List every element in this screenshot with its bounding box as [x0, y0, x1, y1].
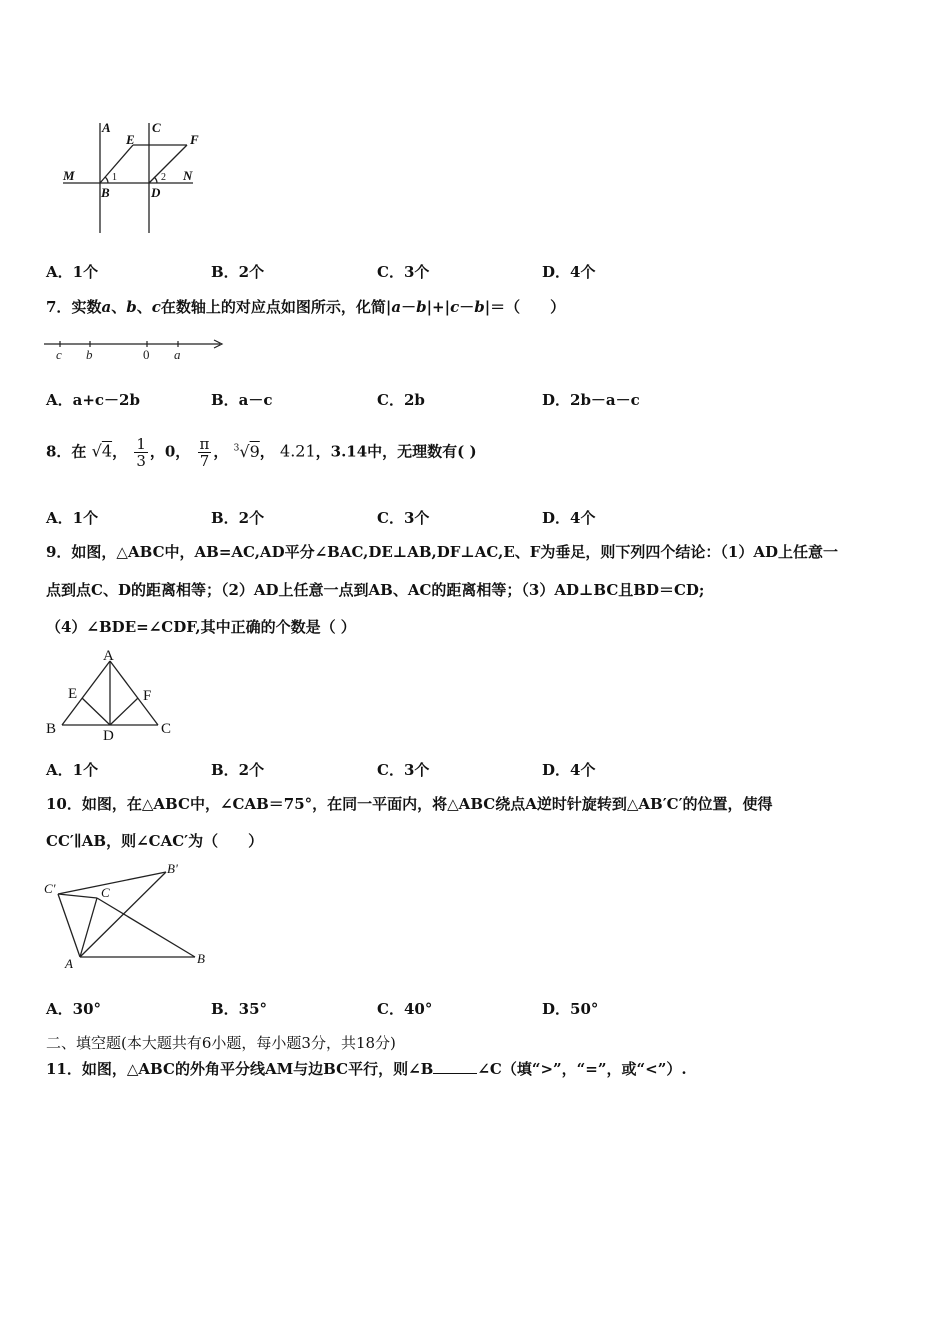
q9-option-d[interactable]: D．4个 — [542, 761, 596, 779]
q7-stem: 7．实数a、b、c在数轴上的对应点如图所示，化简|a－b|+|c－b|＝（ ） — [46, 298, 566, 316]
fraction-one-third: $\frac{1}{3}$ — [136, 435, 146, 470]
q10-option-d[interactable]: D．50° — [542, 1000, 599, 1018]
q6-label-F: F — [190, 132, 199, 147]
q7-point-c: c — [56, 347, 62, 362]
q8-option-d[interactable]: D．4个 — [542, 509, 596, 527]
q7-point-zero: 0 — [143, 347, 150, 362]
q7-option-a[interactable]: A．a+c－2b — [46, 391, 140, 409]
q10-option-b[interactable]: B．35° — [211, 1000, 268, 1018]
q6-label-N: N — [183, 168, 193, 183]
section-fill-in-title: 二、填空题(本大题共有6小题，每小题3分，共18分) — [46, 1034, 396, 1052]
q10-label-B-prime: B' — [167, 861, 178, 876]
q10-option-a[interactable]: A．30° — [46, 1000, 102, 1018]
q10-stem-line2: CC′∥AB，则∠CAC′为（ ） — [46, 832, 264, 850]
q11-answer-blank[interactable] — [433, 1059, 477, 1074]
cbrt-9: $^3$√9 — [233, 441, 260, 461]
q6-angle-2: 2 — [161, 172, 166, 183]
q10-label-C: C — [101, 885, 110, 900]
q10-label-B: B — [197, 951, 205, 966]
q6-label-C: C — [152, 120, 161, 135]
sqrt-4: √4 — [91, 441, 113, 461]
q6-option-a[interactable]: A．1个 — [46, 263, 99, 281]
repeating-decimal: 4.21 — [280, 441, 316, 461]
q8-stem: 8．在 √4， $\frac{1}{3}$ ，0， $\frac{\pi}{7}$ ， $^3$√9， 4.21，3.14中，无理数有( ) — [46, 435, 477, 470]
fraction-pi-seventh: $\frac{\pi}{7}$ — [199, 435, 210, 470]
q10-figure — [40, 860, 220, 975]
q6-angle-1: 1 — [112, 172, 117, 183]
q6-label-E: E — [126, 132, 135, 147]
q10-stem-line1: 10．如图，在△ABC中，∠CAB＝75°，在同一平面内，将△ABC绕点A逆时针旋转到△AB′C′的位置，使得 — [46, 795, 773, 813]
q10-label-A: A — [65, 956, 73, 971]
q10-option-c[interactable]: C．40° — [377, 1000, 433, 1018]
q9-stem-line3: （4）∠BDE=∠CDF,其中正确的个数是（ ） — [46, 618, 356, 636]
q7-point-a: a — [174, 347, 181, 362]
q6-figure — [55, 115, 215, 240]
q6-label-D: D — [151, 185, 161, 200]
q8-option-b[interactable]: B．2个 — [211, 509, 265, 527]
q9-label-F: F — [143, 688, 152, 704]
q9-stem-line2: 点到点C、D的距离相等；（2）AD上任意一点到AB、AC的距离相等；（3）AD⊥BC且BD＝CD; — [46, 581, 705, 599]
q7-option-b[interactable]: B．a－c — [211, 391, 273, 409]
q6-option-c[interactable]: C．3个 — [377, 263, 430, 281]
q9-label-B: B — [46, 721, 57, 737]
q9-stem-line1: 9．如图，△ABC中，AB=AC,AD平分∠BAC,DE⊥AB,DF⊥AC,E、F为垂足，则下列四个结论：（1）AD上任意一 — [46, 543, 838, 561]
q7-option-d[interactable]: D．2b－a－c — [542, 391, 640, 409]
q9-option-a[interactable]: A．1个 — [46, 761, 99, 779]
q7-number-line — [40, 334, 230, 364]
q6-option-b[interactable]: B．2个 — [211, 263, 265, 281]
q7-option-c[interactable]: C．2b — [377, 391, 425, 409]
q6-label-M: M — [63, 168, 75, 183]
q7-point-b: b — [86, 347, 93, 362]
q8-option-c[interactable]: C．3个 — [377, 509, 430, 527]
q9-option-c[interactable]: C．3个 — [377, 761, 430, 779]
q9-label-E: E — [68, 686, 78, 702]
q9-figure — [42, 645, 182, 745]
q6-label-A: A — [102, 120, 111, 135]
q9-label-C: C — [161, 721, 172, 737]
q9-label-D: D — [103, 728, 114, 744]
q10-label-C-prime: C' — [44, 881, 56, 896]
q6-label-B: B — [101, 185, 110, 200]
q11-stem: 11．如图，△ABC的外角平分线AM与边BC平行，则∠B ∠C（填“>”，“=”，或“<”）. — [46, 1060, 687, 1078]
q9-label-A: A — [103, 648, 114, 664]
q6-option-d[interactable]: D．4个 — [542, 263, 596, 281]
q8-option-a[interactable]: A．1个 — [46, 509, 99, 527]
q9-option-b[interactable]: B．2个 — [211, 761, 265, 779]
